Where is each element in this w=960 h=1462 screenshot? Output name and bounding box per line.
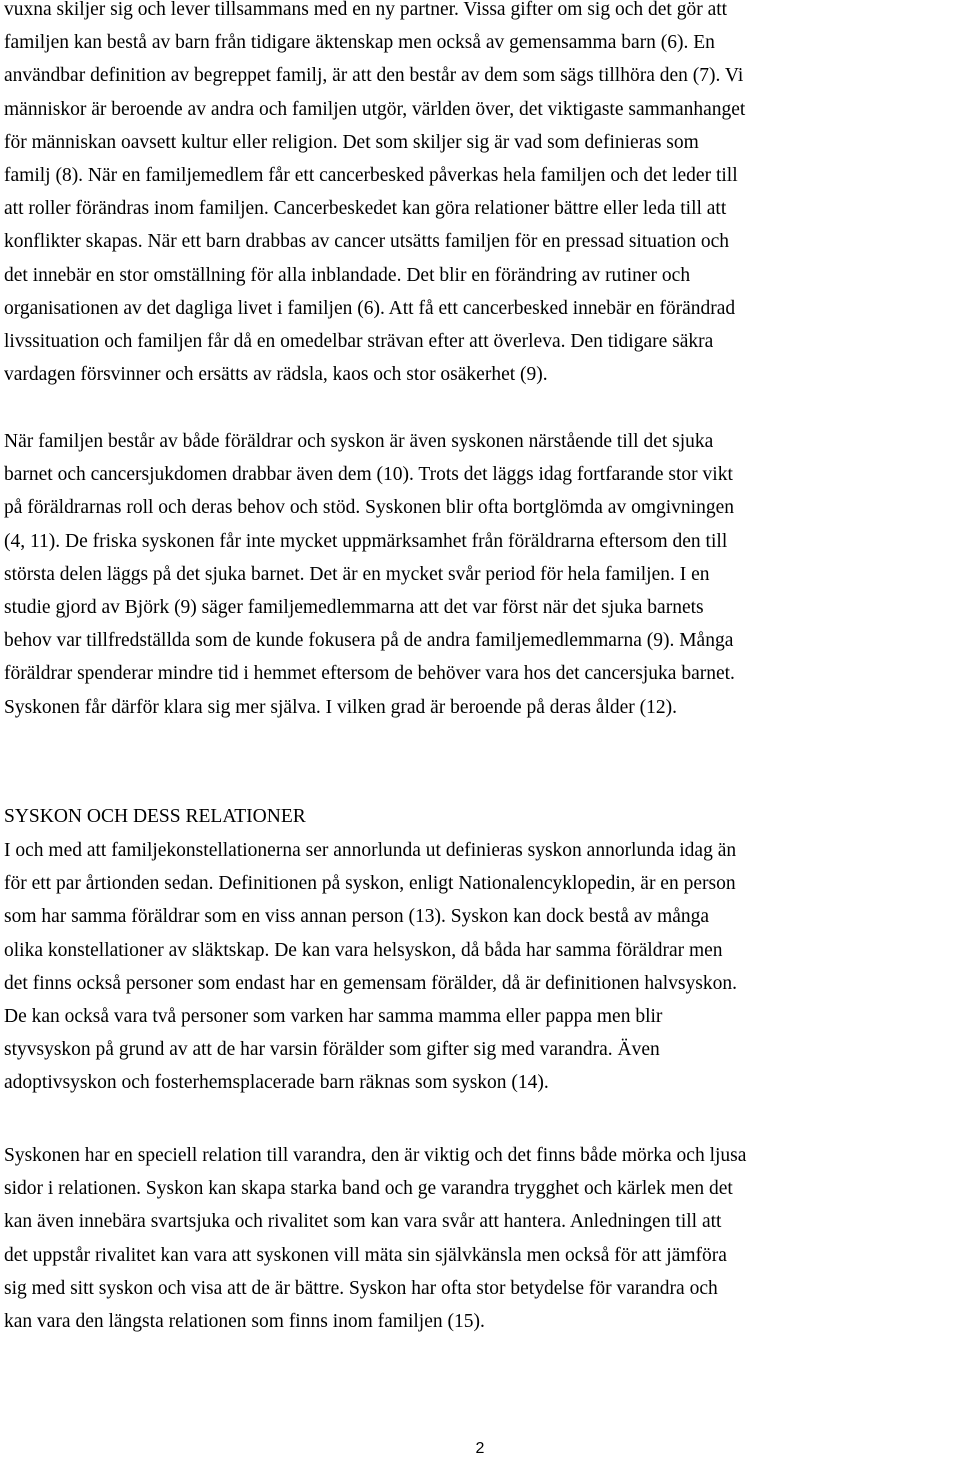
text-line: kan vara den längsta relationen som finns inom familjen (15). — [4, 1311, 485, 1333]
section-heading: SYSKON OCH DESS RELATIONER — [4, 806, 306, 827]
text-line: det uppstår rivalitet kan vara att syskonen vill mäta sin självkänsla men också för att jämföra — [4, 1244, 727, 1266]
page-number: 2 — [475, 1440, 485, 1457]
text-line: konflikter skapas. När ett barn drabbas av cancer utsätts familjen för en pressad situation och — [4, 231, 730, 253]
text-line: på föräldrarnas roll och deras behov och stöd. Syskonen blir ofta bortglömda av omgivningen — [4, 497, 734, 519]
text-line: olika konstellationer av släktskap. De kan vara helsyskon, då båda har samma föräldrar men — [4, 939, 723, 961]
text-line: det finns också personer som endast har en gemensam förälder, då är definitionen halvsyskon. — [4, 972, 737, 994]
text-line: för människan oavsett kultur eller religion. Det som skiljer sig är vad som definieras som — [4, 131, 699, 153]
text-line: sidor i relationen. Syskon kan skapa starka band och ge varandra trygghet och kärlek men det — [4, 1178, 733, 1200]
text-line: för ett par årtionden sedan. Definitionen på syskon, enligt Nationalencyklopedin, är en person — [4, 873, 736, 895]
text-line: vuxna skiljer sig och lever tillsammans med en ny partner. Vissa gifter om sig och det gör att — [4, 0, 728, 20]
text-line: människor är beroende av andra och familjen utgör, världen över, det viktigaste sammanhanget — [4, 98, 746, 120]
text-line: (4, 11). De friska syskonen får inte mycket uppmärksamhet från föräldrarna eftersom den till — [4, 530, 728, 552]
text-line: Syskonen har en speciell relation till varandra, den är viktig och det finns både mörka och ljusa — [4, 1145, 747, 1166]
text-line: familjen kan bestå av barn från tidigare äktenskap men också av gemensamma barn (6). En — [4, 32, 715, 54]
text-line: livssituation och familjen får då en omedelbar strävan efter att överleva. Den tidigare säkra — [4, 331, 714, 353]
paragraph-siblings-affected — [4, 425, 735, 724]
text-line: det innebär en stor omställning för alla inblandade. Det blir en förändring av rutiner och — [4, 264, 691, 286]
text-line: att roller förändras inom familjen. Cancerbeskedet kan göra relationer bättre eller leda till att — [4, 198, 727, 220]
text-line: Syskonen får därför klara sig mer själva. I vilken grad är beroende på deras ålder (12). — [4, 696, 678, 718]
text-line: behov var tillfredställda som de kunde fokusera på de andra familjemedlemmarna (9). Många — [4, 630, 734, 652]
text-line: familj (8). När en familjemedlem får ett cancerbesked påverkas hela familjen och det leder till — [4, 165, 738, 187]
text-line: organisationen av det dagliga livet i familjen (6). Att få ett cancerbesked innebär en förändrad — [4, 297, 736, 319]
text-line: De kan också vara två personer som varken har samma mamma eller pappa men blir — [4, 1006, 663, 1028]
text-line: användbar definition av begreppet familj, är att den består av dem som sägs tillhöra den (7). Vi — [4, 65, 744, 87]
paragraph-family-definition — [4, 0, 745, 391]
text-line: studie gjord av Björk (9) säger familjemedlemmarna att det var först när det sjuka barnets — [4, 597, 704, 619]
text-line: största delen läggs på det sjuka barnet. Det är en mycket svår period för hela familjen. I en — [4, 563, 710, 585]
text-line: barnet och cancersjukdomen drabbar även dem (10). Trots det läggs idag fortfarande stor vikt — [4, 464, 733, 486]
paragraph-sibling-relationship — [4, 1139, 746, 1338]
text-line: adoptivsyskon och fosterhemsplacerade barn räknas som syskon (14). — [4, 1072, 549, 1094]
text-line: kan även innebära svartsjuka och rivalitet som kan vara svår att hantera. Anledningen till att — [4, 1211, 722, 1233]
text-line: När familjen består av både föräldrar och syskon är även syskonen närstående till det sjuka — [4, 431, 714, 452]
text-line: vardagen försvinner och ersätts av rädsla, kaos och stor osäkerhet (9). — [4, 364, 548, 386]
text-line: styvsyskon på grund av att de har varsin förälder som gifter sig med varandra. Även — [4, 1039, 660, 1061]
text-line: I och med att familjekonstellationerna ser annorlunda ut definieras syskon annorlunda idag än — [4, 840, 737, 861]
text-line: som har samma föräldrar som en viss annan person (13). Syskon kan dock bestå av många — [4, 906, 710, 928]
paragraph-sibling-definition — [4, 834, 737, 1100]
text-line: föräldrar spenderar mindre tid i hemmet eftersom de behöver vara hos det cancersjuka barnet. — [4, 663, 735, 685]
text-line: sig med sitt syskon och visa att de är bättre. Syskon har ofta stor betydelse för varandra och — [4, 1277, 718, 1299]
